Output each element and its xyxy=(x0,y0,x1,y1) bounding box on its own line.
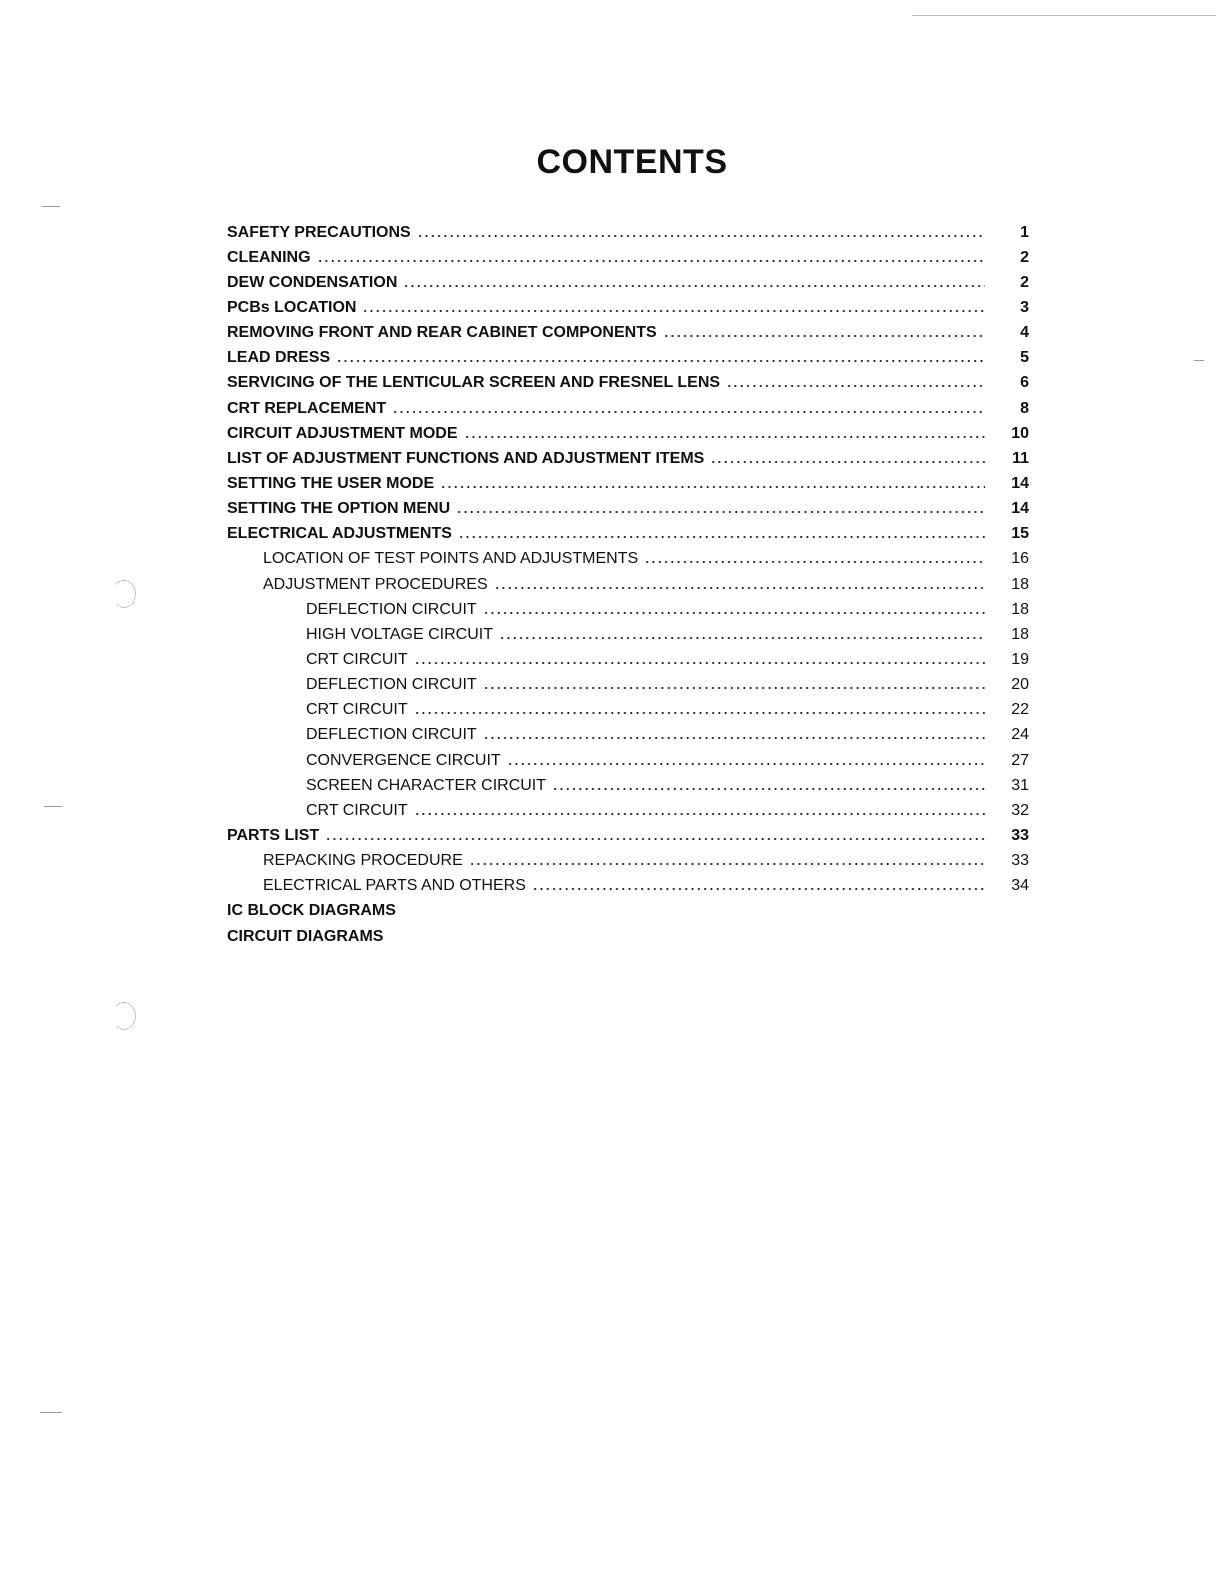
toc-entry xyxy=(227,471,1029,496)
dot-leader xyxy=(483,736,985,740)
dot-leader xyxy=(469,862,985,866)
toc-entry xyxy=(227,572,1029,597)
toc-entry-label: LEAD DRESS xyxy=(227,349,331,367)
toc-entry-page: 4 xyxy=(1020,324,1029,342)
toc-entry-label: SERVICING OF THE LENTICULAR SCREEN AND FRESNEL LENS xyxy=(227,374,721,392)
toc-entry-page: 14 xyxy=(1011,474,1029,492)
page-title: CONTENTS xyxy=(536,143,728,181)
dot-leader xyxy=(710,460,985,464)
toc-entry xyxy=(227,497,1029,522)
toc-entry-page: 33 xyxy=(1011,852,1029,870)
toc-entry-label: CRT CIRCUIT xyxy=(306,701,408,719)
toc-entry-page: 5 xyxy=(1020,349,1029,367)
dot-leader xyxy=(392,410,985,414)
toc-entry-label: DEW CONDENSATION xyxy=(227,273,398,291)
toc-entry-label: DEFLECTION CIRCUIT xyxy=(306,676,477,694)
toc-entry-page: 14 xyxy=(1011,500,1029,518)
toc-entry xyxy=(227,547,1029,572)
toc-entry-label: REMOVING FRONT AND REAR CABINET COMPONENTS xyxy=(227,324,657,342)
toc-entry-page: 32 xyxy=(1011,801,1029,819)
toc-entry xyxy=(227,899,1029,924)
toc-entry xyxy=(227,245,1029,270)
toc-entry xyxy=(227,849,1029,874)
toc-entry xyxy=(227,823,1029,848)
toc-entry xyxy=(227,421,1029,446)
toc-entry-label: SETTING THE USER MODE xyxy=(227,474,435,492)
toc-entry-label: SCREEN CHARACTER CIRCUIT xyxy=(306,776,547,794)
toc-entry xyxy=(227,446,1029,471)
dot-leader xyxy=(440,485,985,489)
toc-entry-page: 1 xyxy=(1020,223,1029,241)
dot-leader xyxy=(726,384,985,388)
dot-leader xyxy=(414,711,985,715)
toc-entry-page: 15 xyxy=(1011,525,1029,543)
toc-entry-page: 10 xyxy=(1011,424,1029,442)
dot-leader xyxy=(464,435,985,439)
dot-leader xyxy=(532,887,985,891)
toc-entry-label: HIGH VOLTAGE CIRCUIT xyxy=(306,625,493,643)
toc-entry-label: SAFETY PRECAUTIONS xyxy=(227,223,411,241)
dot-leader xyxy=(414,661,985,665)
toc-entry-label: SETTING THE OPTION MENU xyxy=(227,500,451,518)
toc-entry-page: 18 xyxy=(1011,600,1029,618)
toc-entry-page: 3 xyxy=(1020,298,1029,316)
toc-entry xyxy=(227,673,1029,698)
toc-entry-page: 20 xyxy=(1011,676,1029,694)
dot-leader xyxy=(499,636,985,640)
dot-leader xyxy=(507,762,985,766)
toc-entry-label: ELECTRICAL PARTS AND OTHERS xyxy=(263,877,526,895)
dot-leader xyxy=(494,586,985,590)
toc-entry-label: DEFLECTION CIRCUIT xyxy=(306,726,477,744)
toc-entry-label: PARTS LIST xyxy=(227,826,320,844)
dot-leader xyxy=(458,535,985,539)
toc-entry xyxy=(227,321,1029,346)
dot-leader xyxy=(325,837,985,841)
toc-entry xyxy=(227,647,1029,672)
toc-entry-label: CLEANING xyxy=(227,248,311,266)
toc-entry xyxy=(227,396,1029,421)
scan-mark xyxy=(44,806,62,807)
dot-leader xyxy=(317,259,985,263)
toc-entry xyxy=(227,522,1029,547)
toc-entry xyxy=(227,924,1029,949)
toc-entry xyxy=(227,371,1029,396)
toc-entry-label: CRT CIRCUIT xyxy=(306,650,408,668)
toc-entry-label: ELECTRICAL ADJUSTMENTS xyxy=(227,525,452,543)
toc-entry-label: DEFLECTION CIRCUIT xyxy=(306,600,477,618)
toc-entry-page: 31 xyxy=(1011,776,1029,794)
toc-entry xyxy=(227,220,1029,245)
toc-entry-page: 33 xyxy=(1011,826,1029,844)
toc-entry-label: LOCATION OF TEST POINTS AND ADJUSTMENTS xyxy=(263,550,639,568)
toc-entry-label: REPACKING PROCEDURE xyxy=(263,852,463,870)
toc-entry xyxy=(227,798,1029,823)
dot-leader xyxy=(336,359,985,363)
top-rule xyxy=(912,15,1216,16)
toc-entry-page: 8 xyxy=(1020,399,1029,417)
dot-leader xyxy=(414,812,985,816)
scan-mark xyxy=(112,1002,136,1030)
toc-entry-label: PCBs LOCATION xyxy=(227,298,357,316)
toc-entry-page: 34 xyxy=(1011,877,1029,895)
toc-entry-label: CRT CIRCUIT xyxy=(306,801,408,819)
toc-entry-page: 2 xyxy=(1020,248,1029,266)
toc-entry-page: 19 xyxy=(1011,650,1029,668)
dot-leader xyxy=(417,234,985,238)
toc-entry-page: 27 xyxy=(1011,751,1029,769)
toc-entry-page: 16 xyxy=(1011,550,1029,568)
toc-entry xyxy=(227,698,1029,723)
table-of-contents xyxy=(227,220,1029,949)
toc-entry-label: IC BLOCK DIAGRAMS xyxy=(227,902,396,920)
toc-entry xyxy=(227,622,1029,647)
toc-entry-page: 18 xyxy=(1011,575,1029,593)
dot-leader xyxy=(403,284,985,288)
dot-leader xyxy=(483,686,985,690)
toc-entry-page: 18 xyxy=(1011,625,1029,643)
toc-entry-label: ADJUSTMENT PROCEDURES xyxy=(263,575,488,593)
scan-mark xyxy=(112,580,136,608)
dot-leader xyxy=(663,334,985,338)
scan-mark xyxy=(42,206,60,207)
toc-entry xyxy=(227,748,1029,773)
dot-leader xyxy=(362,309,985,313)
dot-leader xyxy=(644,560,985,564)
toc-entry xyxy=(227,346,1029,371)
toc-entry-label: CIRCUIT ADJUSTMENT MODE xyxy=(227,424,458,442)
toc-entry xyxy=(227,270,1029,295)
toc-entry xyxy=(227,295,1029,320)
toc-entry-label: CONVERGENCE CIRCUIT xyxy=(306,751,501,769)
toc-entry xyxy=(227,874,1029,899)
toc-entry-page: 6 xyxy=(1020,374,1029,392)
dot-leader xyxy=(552,787,985,791)
dot-leader xyxy=(456,510,985,514)
toc-entry xyxy=(227,773,1029,798)
toc-entry-label: CIRCUIT DIAGRAMS xyxy=(227,927,384,945)
toc-entry-page: 2 xyxy=(1020,273,1029,291)
scan-mark xyxy=(40,1412,62,1413)
scan-mark xyxy=(1194,360,1204,361)
toc-entry xyxy=(227,723,1029,748)
toc-entry-page: 22 xyxy=(1011,701,1029,719)
dot-leader xyxy=(483,611,985,615)
toc-entry-page: 11 xyxy=(1012,449,1029,467)
toc-entry xyxy=(227,597,1029,622)
toc-entry-label: CRT REPLACEMENT xyxy=(227,399,387,417)
toc-entry-label: LIST OF ADJUSTMENT FUNCTIONS AND ADJUSTMENT ITEMS xyxy=(227,449,705,467)
toc-entry-page: 24 xyxy=(1011,726,1029,744)
